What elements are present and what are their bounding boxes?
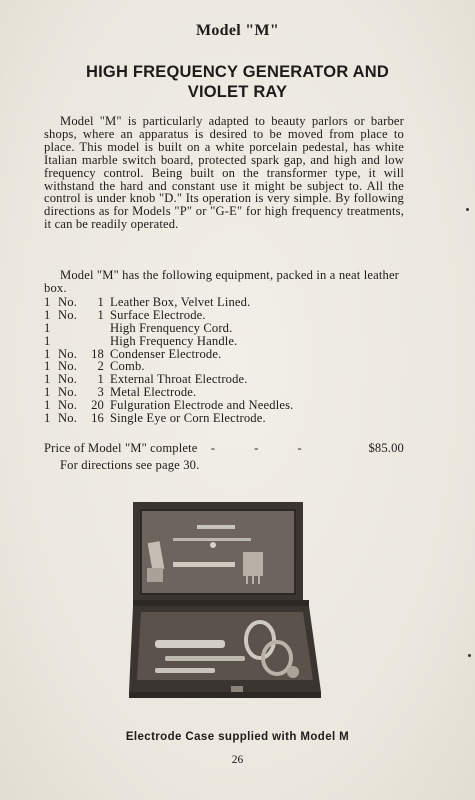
item-description: Metal Electrode. (110, 385, 197, 400)
item-qty: 1 (44, 372, 51, 387)
item-number: 20 (91, 398, 104, 413)
print-speck (468, 654, 471, 657)
item-number: 18 (91, 346, 104, 361)
photo-caption: Electrode Case supplied with Model M (125, 731, 350, 743)
item-description: Comb. (110, 359, 145, 374)
print-speck (466, 208, 469, 211)
item-description: Surface Electrode. (110, 307, 206, 322)
directions-note: For directions see page 30. (60, 458, 200, 472)
item-number: 1 (97, 307, 104, 322)
case-latch (231, 686, 243, 692)
item-description: Condenser Electrode. (110, 346, 222, 361)
electrode-rod (173, 562, 235, 567)
item-no-label (58, 335, 84, 348)
item-no-label: No. (58, 398, 77, 413)
item-number: 3 (97, 385, 104, 400)
description-block (44, 115, 404, 231)
item-number: 16 (91, 411, 104, 426)
list-item (44, 322, 404, 335)
electrode-rod (197, 525, 235, 529)
item-description: Leather Box, Velvet Lined. (110, 295, 251, 309)
equipment-intro-paragraph: Model "M" has the following equipment, packed in a neat leather box. (44, 268, 400, 295)
item-qty: 1 (44, 320, 51, 335)
item-qty: 1 (44, 333, 51, 348)
electrode-rod (173, 538, 251, 541)
high-frequency-handle (155, 640, 225, 648)
list-item (44, 309, 404, 322)
item-description: High Frenquency Cord. (110, 320, 233, 335)
price-label: Price of Model "M" complete (44, 441, 198, 455)
item-number (84, 335, 110, 348)
item-no-label: No. (58, 295, 77, 309)
item-qty: 1 (44, 385, 51, 400)
item-description: Fulguration Electrode and Needles. (110, 398, 294, 413)
item-number (84, 322, 110, 335)
comb-electrode (243, 552, 263, 576)
item-qty: 1 (44, 411, 51, 426)
list-item (44, 412, 404, 425)
item-no-label: No. (58, 372, 77, 387)
electrode-case-photo (125, 500, 337, 712)
item-number: 1 (97, 295, 104, 309)
list-item (44, 335, 404, 348)
page-title-line-1: HIGH FREQUENCY GENERATOR AND (86, 63, 389, 81)
case-bottom-edge (129, 692, 321, 698)
item-no-label: No. (58, 411, 77, 426)
case-hinge (133, 600, 309, 606)
electrode-base (147, 568, 163, 582)
item-description: High Frequency Handle. (110, 333, 238, 348)
item-number: 1 (97, 372, 104, 387)
item-no-label: No. (58, 385, 77, 400)
electrode-rod (155, 668, 215, 673)
price-line (44, 441, 404, 456)
page-number: 26 (231, 754, 244, 766)
item-qty: 1 (44, 295, 51, 309)
price-amount: $85.00 (368, 441, 404, 455)
price-dashes: - - - (210, 441, 320, 455)
electrode-knob (287, 666, 299, 678)
lid-velvet-lining (141, 510, 295, 594)
item-qty: 1 (44, 398, 51, 413)
electrode-rod (165, 656, 245, 661)
description-paragraph: Model "M" is particularly adapted to beauty parlors or barber shops, where an apparatus is desired to be moved from place to place. This model is built on a white porcelain pedestal, has white Italian marble switch board, protected spark gap, and high and low frequency control. Being built on the transformer type, it will withstand the hard and constant use it might be subject to. All the control is under knob "D." Its operation is very simple. By following directions as for Models "P" or "G-E" for high frequency treatments, it can be readily operated. (44, 114, 404, 232)
list-item (44, 296, 404, 309)
item-qty: 1 (44, 346, 51, 361)
equipment-list (44, 296, 404, 425)
item-no-label: No. (58, 346, 77, 361)
item-no-label: No. (58, 307, 77, 322)
item-no-label: No. (58, 359, 77, 374)
item-description: Single Eye or Corn Electrode. (110, 411, 266, 426)
price-label-group (44, 441, 320, 456)
page-title-line-2: VIOLET RAY (187, 83, 288, 101)
item-number: 2 (97, 359, 104, 374)
item-qty: 1 (44, 359, 51, 374)
electrode-knob (210, 542, 216, 548)
model-heading: Model "M" (195, 22, 280, 39)
item-no-label (58, 322, 84, 335)
equipment-intro-block (44, 269, 404, 295)
item-qty: 1 (44, 307, 51, 322)
item-description: External Throat Electrode. (110, 372, 248, 387)
